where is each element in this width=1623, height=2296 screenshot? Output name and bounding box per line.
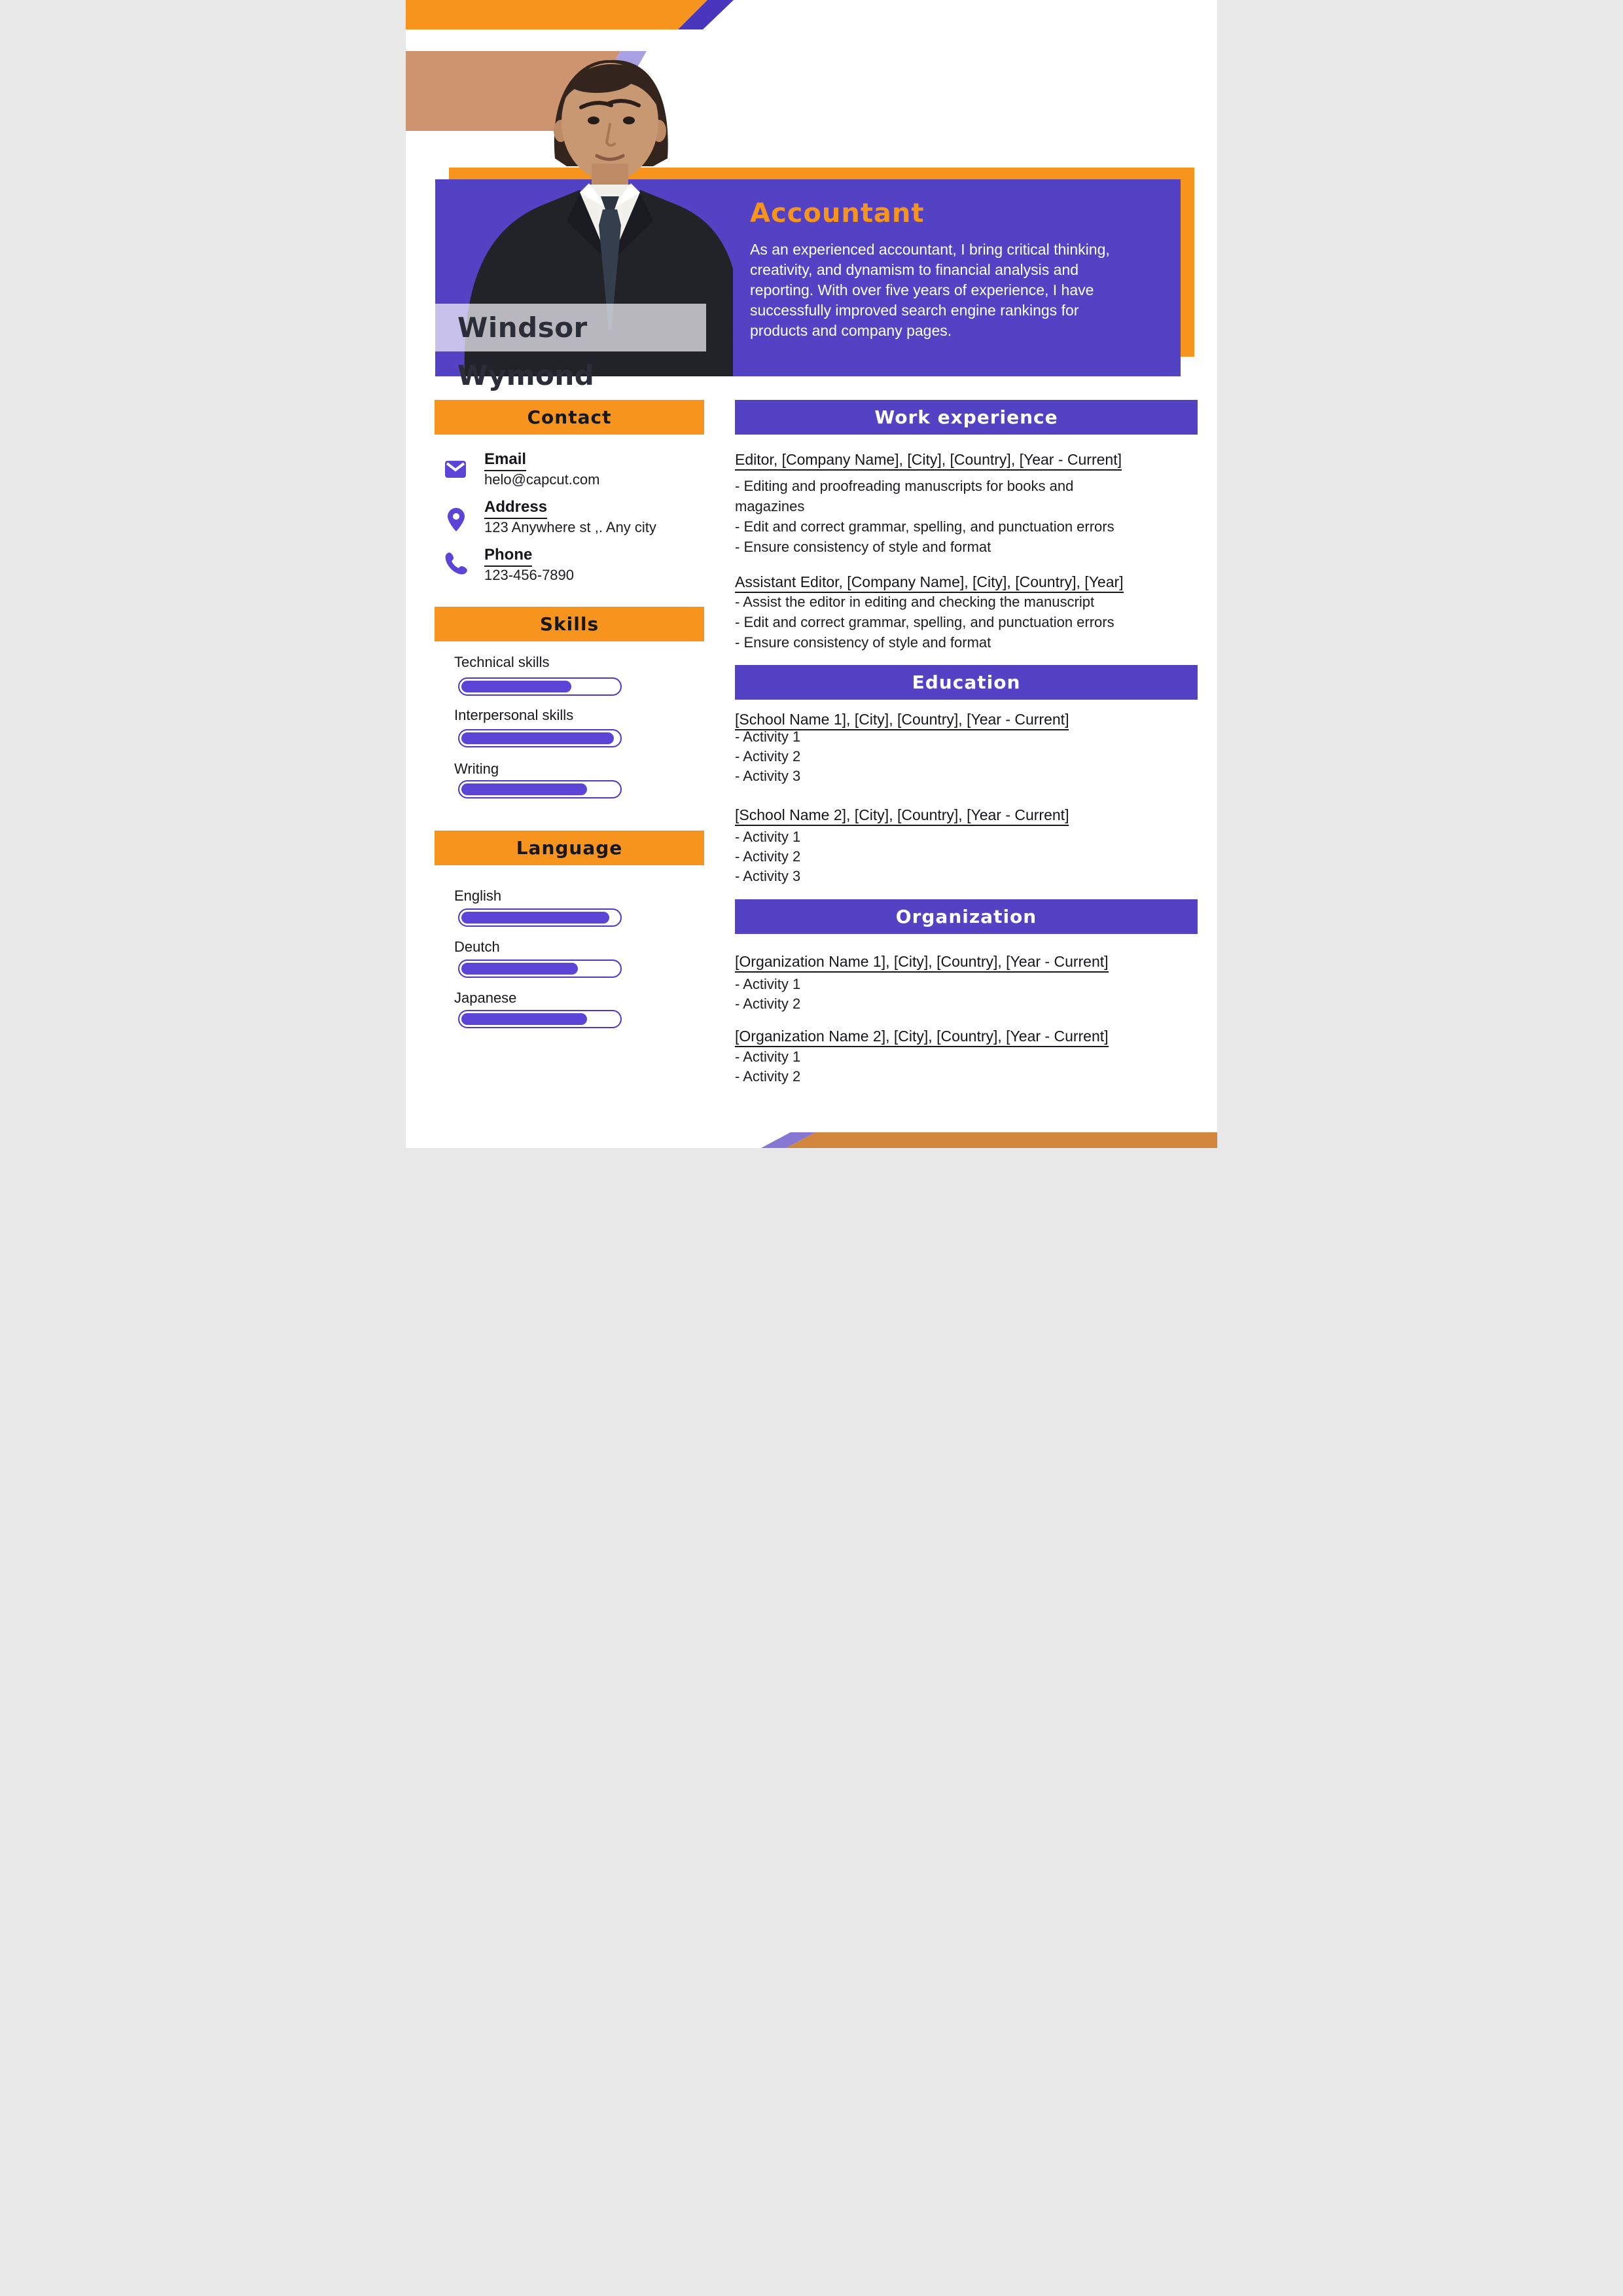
education-heading: Education <box>735 665 1198 700</box>
organization-entry-bullets <box>735 975 800 1014</box>
bullet-line: - Activity 2 <box>735 1068 801 1085</box>
organization-entry-title: [Organization Name 1], [City], [Country], [Year - Current] <box>735 953 1109 973</box>
bullet-line: - Edit and correct grammar, spelling, and punctuation errors <box>735 614 1115 630</box>
contact-item-address <box>484 498 656 536</box>
language-bar-english <box>458 908 622 927</box>
language-label: English <box>454 888 502 904</box>
pin-icon <box>448 508 465 531</box>
profile-summary: As an experienced accountant, I bring critical thinking, creativity, and dynamism to financial analysis and reporting. With over five years of experience, I have successfully improved search engine rankings for products and company pages. <box>750 241 1110 339</box>
bullet-line: - Ensure consistency of style and format <box>735 634 991 651</box>
bullet-line: - Assist the editor in editing and checking the manuscript <box>735 594 1095 610</box>
phone-icon <box>445 552 467 575</box>
bullet-line: - Activity 2 <box>735 748 801 764</box>
skill-bar-technical <box>458 677 622 696</box>
phone-value[interactable]: 123-456-7890 <box>484 567 575 583</box>
language-bar-fill <box>461 963 578 975</box>
name-band <box>435 304 706 391</box>
skill-bar-fill <box>461 783 587 795</box>
bottom-decoration <box>406 1132 1217 1148</box>
job-title: Accountant <box>750 198 925 228</box>
organization-entry <box>735 953 1109 973</box>
skill-bar-writing <box>458 780 622 798</box>
language-bar-fill <box>461 1013 587 1025</box>
work-entry-title: Editor, [Company Name], [City], [Country], [Year - Current] <box>735 451 1122 471</box>
organization-entry-bullets <box>735 1047 800 1086</box>
work-entry-bullets <box>735 476 1115 557</box>
bullet-line: magazines <box>735 498 805 514</box>
address-label: Address <box>484 498 547 519</box>
bullet-line: - Activity 2 <box>735 996 801 1012</box>
language-bar-deutch <box>458 960 622 978</box>
bullet-line: - Activity 1 <box>735 728 801 745</box>
contact-item-email <box>484 450 599 488</box>
skill-label: Interpersonal skills <box>454 707 574 723</box>
bullet-line: - Edit and correct grammar, spelling, and punctuation errors <box>735 518 1115 535</box>
bullet-line: - Activity 3 <box>735 768 801 784</box>
organization-entry-title: [Organization Name 2], [City], [Country], [Year - Current] <box>735 1028 1109 1047</box>
email-value[interactable]: helo@capcut.com <box>484 471 600 488</box>
education-entry <box>735 806 1069 826</box>
phone-label: Phone <box>484 546 532 567</box>
address-value: 123 Anywhere st ,. Any city <box>484 519 656 535</box>
bullet-line: - Activity 1 <box>735 976 801 992</box>
email-label: Email <box>484 450 526 471</box>
skill-bar-interpersonal <box>458 729 622 747</box>
language-label: Deutch <box>454 939 500 955</box>
bullet-line: - Activity 2 <box>735 848 801 865</box>
organization-entry <box>735 1028 1109 1047</box>
bullet-line: - Activity 1 <box>735 829 801 845</box>
education-entry-bullets <box>735 727 800 786</box>
language-bar-fill <box>461 912 609 924</box>
work-entry <box>735 451 1122 471</box>
bullet-line: - Activity 1 <box>735 1049 801 1065</box>
bullet-line: - Activity 3 <box>735 868 801 884</box>
language-heading: Language <box>435 831 704 865</box>
language-bar-japanese <box>458 1010 622 1028</box>
skill-label: Writing <box>454 761 499 777</box>
contact-heading: Contact <box>435 400 704 435</box>
work-entry-bullets <box>735 592 1115 653</box>
contact-item-phone <box>484 546 574 584</box>
person-name: Windsor Wymond <box>457 312 595 391</box>
skill-bar-fill <box>461 681 571 692</box>
skill-label: Technical skills <box>454 654 550 670</box>
education-entry-title: [School Name 1], [City], [Country], [Year - Current] <box>735 711 1069 730</box>
skills-heading: Skills <box>435 607 704 641</box>
work-entry-title: Assistant Editor, [Company Name], [City], [Country], [Year] <box>735 573 1124 593</box>
organization-heading: Organization <box>735 899 1198 934</box>
mail-icon <box>445 461 466 478</box>
education-entry-title: [School Name 2], [City], [Country], [Year - Current] <box>735 806 1069 826</box>
language-label: Japanese <box>454 990 517 1006</box>
work-entry <box>735 573 1124 593</box>
work-experience-heading: Work experience <box>735 400 1198 435</box>
education-entry-bullets <box>735 827 800 886</box>
resume-page <box>406 0 1217 1148</box>
skill-bar-fill <box>461 732 614 744</box>
bullet-line: - Editing and proofreading manuscripts for books and <box>735 478 1074 494</box>
bullet-line: - Ensure consistency of style and format <box>735 539 991 555</box>
